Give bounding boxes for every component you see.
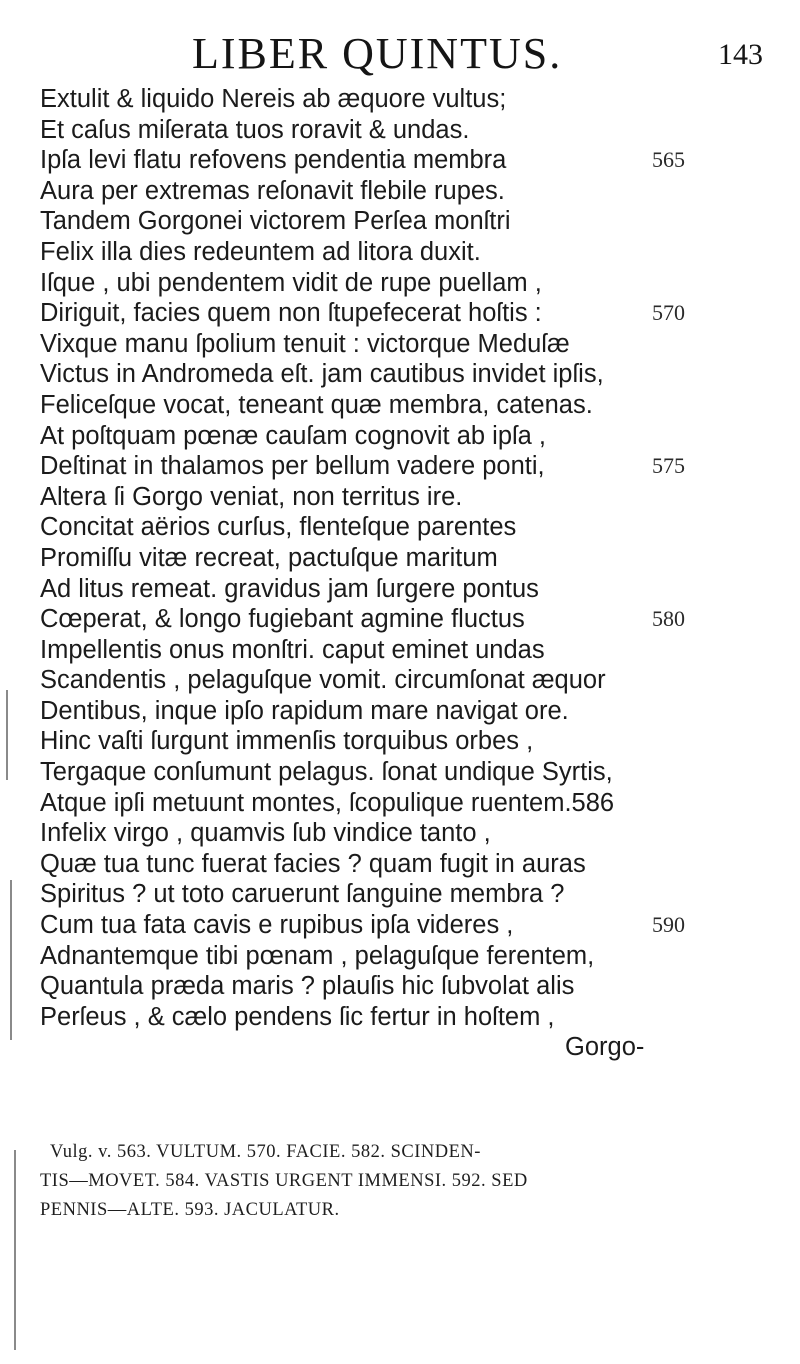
- verse-line: [40, 176, 760, 207]
- verse-text: Cœperat, & longo fugiebant agmine fluctus: [40, 605, 525, 634]
- verse-line: [40, 910, 760, 941]
- verse-line: [40, 359, 760, 390]
- verse-line: [40, 665, 760, 696]
- verse-text: Quæ tua tunc fuerat facies ? quam fugit in auras: [40, 849, 586, 878]
- verse-text: Deſtinat in thalamos per bellum vadere ponti,: [40, 452, 545, 481]
- verse-line: [40, 237, 760, 268]
- verse-line: [40, 329, 760, 360]
- verse-line: [40, 298, 760, 329]
- verse-text: Concitat aërios curſus, flenteſque parentes: [40, 513, 517, 542]
- binding-shadow: [14, 1150, 16, 1350]
- verse-line: [40, 635, 760, 666]
- verse-text: Aura per extremas reſonavit flebile rupes.: [40, 176, 505, 205]
- line-number: 575: [652, 453, 685, 479]
- verse-text: Dentibus, inque ipſo rapidum mare navigat ore.: [40, 696, 569, 725]
- verse-line: [40, 604, 760, 635]
- verse-text: Spiritus ? ut toto caruerunt ſanguine membra ?: [40, 880, 565, 909]
- verse-text: Extulit & liquido Nereis ab æquore vultus;: [40, 85, 507, 113]
- verse-line: [40, 482, 760, 513]
- verse-text: Vixque manu ſpolium tenuit : victorque Meduſæ: [40, 329, 570, 358]
- footnote-line: PENNIS—ALTE. 593. JACULATUR.: [40, 1200, 340, 1220]
- verse-line: [40, 512, 760, 543]
- verse-line: [40, 574, 760, 605]
- verse-block: [40, 84, 760, 1063]
- verse-line: [40, 145, 760, 176]
- page-number: 143: [718, 38, 763, 71]
- verse-text: Iſque , ubi pendentem vidit de rupe puellam ,: [40, 268, 542, 297]
- verse-line: [40, 268, 760, 299]
- line-number: 565: [652, 147, 685, 173]
- verse-line: [40, 726, 760, 757]
- verse-text: Felix illa dies redeuntem ad litora duxit.: [40, 237, 481, 266]
- verse-text: Diriguit, facies quem non ſtupefecerat hoſtis :: [40, 299, 542, 328]
- verse-line: [40, 696, 760, 727]
- variant-readings-footnote: [40, 1138, 760, 1225]
- verse-text: Tergaque conſumunt pelagus. ſonat undique Syrtis,: [40, 758, 613, 787]
- footnote-line: TIS—MOVET. 584. VASTIS URGENT IMMENSI. 592. SED: [40, 1171, 528, 1191]
- binding-shadow: [10, 880, 12, 1040]
- verse-text: Quantula præda maris ? plauſis hic ſubvolat alis: [40, 972, 575, 1001]
- verse-text: Infelix virgo , quamvis ſub vindice tanto ,: [40, 819, 491, 848]
- line-number: 570: [652, 300, 685, 326]
- verse-text: Perſeus , & cælo pendens ſic fertur in hoſtem ,: [40, 1002, 555, 1031]
- verse-line: [40, 206, 760, 237]
- verse-line: [40, 451, 760, 482]
- verse-text: Feliceſque vocat, teneant quæ membra, catenas.: [40, 390, 593, 419]
- line-number: 580: [652, 606, 685, 632]
- verse-text: Ipſa levi flatu refovens pendentia membra: [40, 146, 507, 175]
- verse-line: [40, 849, 760, 880]
- verse-line: [40, 390, 760, 421]
- verse-line: [40, 788, 760, 819]
- running-title: LIBER QUINTUS.: [192, 29, 563, 78]
- page-header: [0, 28, 800, 84]
- verse-line: [40, 84, 760, 115]
- verse-text: Victus in Andromeda eſt. jam cautibus invidet ipſis,: [40, 360, 604, 389]
- verse-text: Cum tua fata cavis e rupibus ipſa videres ,: [40, 911, 514, 940]
- binding-shadow: [6, 690, 8, 780]
- verse-text: At poſtquam pœnæ cauſam cognovit ab ipſa ,: [40, 421, 547, 450]
- verse-text: Et caſus miſerata tuos roravit & undas.: [40, 115, 470, 144]
- verse-line: [40, 421, 760, 452]
- catchword: Gorgo-: [565, 1033, 645, 1062]
- verse-line: [40, 818, 760, 849]
- verse-line: [40, 941, 760, 972]
- verse-text: Hinc vaſti ſurgunt immenſis torquibus orbes ,: [40, 727, 534, 756]
- verse-text: Ad litus remeat. gravidus jam ſurgere pontus: [40, 574, 539, 603]
- verse-text: Impellentis onus monſtri. caput eminet undas: [40, 635, 545, 664]
- footnote-line: Vulg. v. 563. VULTUM. 570. FACIE. 582. SCINDEN-: [50, 1142, 481, 1162]
- verse-line: [40, 971, 760, 1002]
- line-number: 590: [652, 912, 685, 938]
- verse-text: Altera ſi Gorgo veniat, non territus ire.: [40, 482, 463, 511]
- verse-text: Promiſſu vitæ recreat, pactuſque maritum: [40, 543, 498, 572]
- verse-text: Atque ipſi metuunt montes, ſcopulique ruentem.586: [40, 788, 615, 817]
- catchword-line: [40, 1032, 760, 1063]
- verse-line: [40, 543, 760, 574]
- verse-line: [40, 1002, 760, 1033]
- verse-line: [40, 757, 760, 788]
- verse-text: Adnantemque tibi pœnam , pelaguſque ferentem,: [40, 941, 595, 970]
- verse-text: Tandem Gorgonei victorem Perſea monſtri: [40, 207, 511, 236]
- verse-text: Scandentis , pelaguſque vomit. circumſonat æquor: [40, 666, 606, 695]
- verse-line: [40, 115, 760, 146]
- verse-line: [40, 879, 760, 910]
